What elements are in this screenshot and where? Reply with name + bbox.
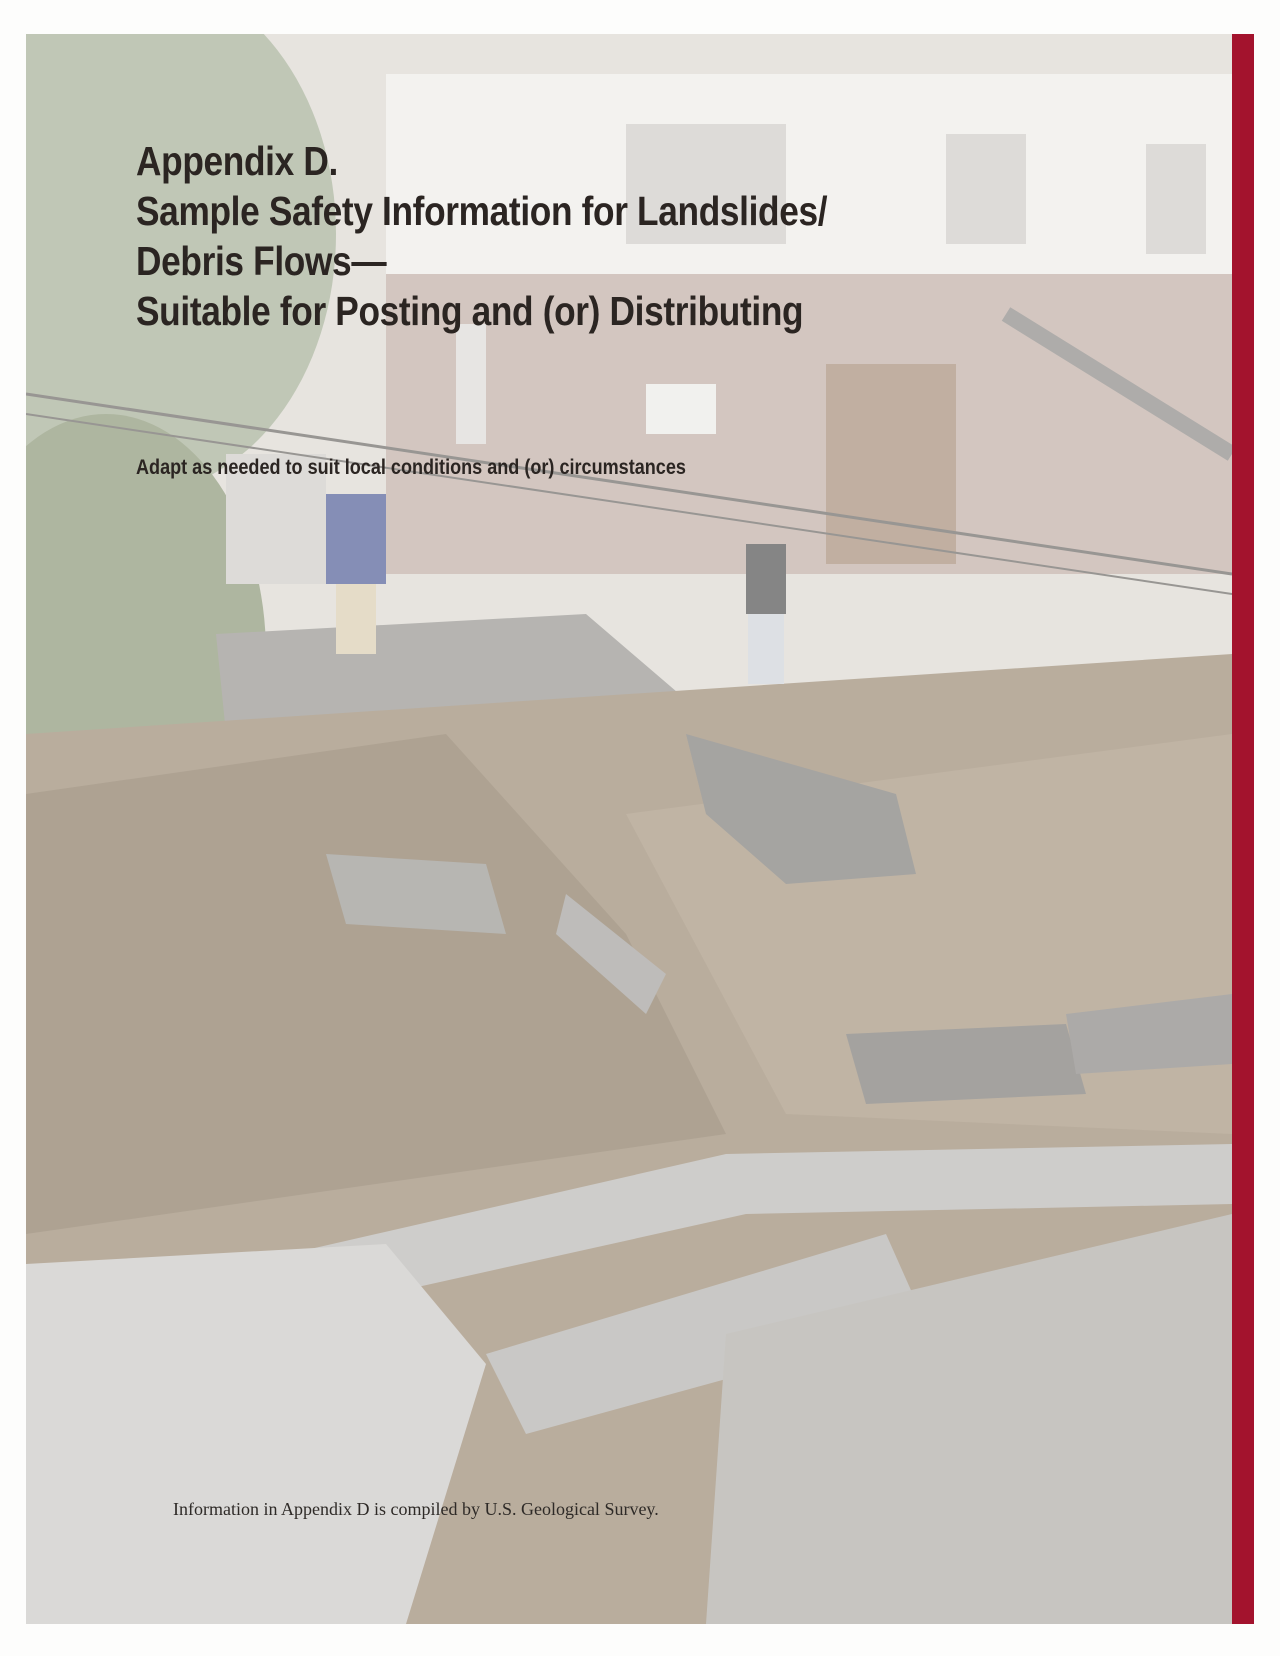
accent-side-bar [1232, 34, 1254, 1624]
page-title [136, 136, 996, 336]
title-line-debris-flows: Debris Flows— [136, 238, 387, 284]
title-line-sample-safety: Sample Safety Information for Landslides/ [136, 188, 828, 234]
title-line-suitable-posting: Suitable for Posting and (or) Distributing [136, 288, 804, 334]
compilation-note: Information in Appendix D is compiled by U.S. Geological Survey. [173, 1499, 659, 1519]
title-line-appendix: Appendix D. [136, 138, 338, 184]
page-subtitle: Adapt as needed to suit local conditions and (or) circumstances [136, 456, 686, 479]
